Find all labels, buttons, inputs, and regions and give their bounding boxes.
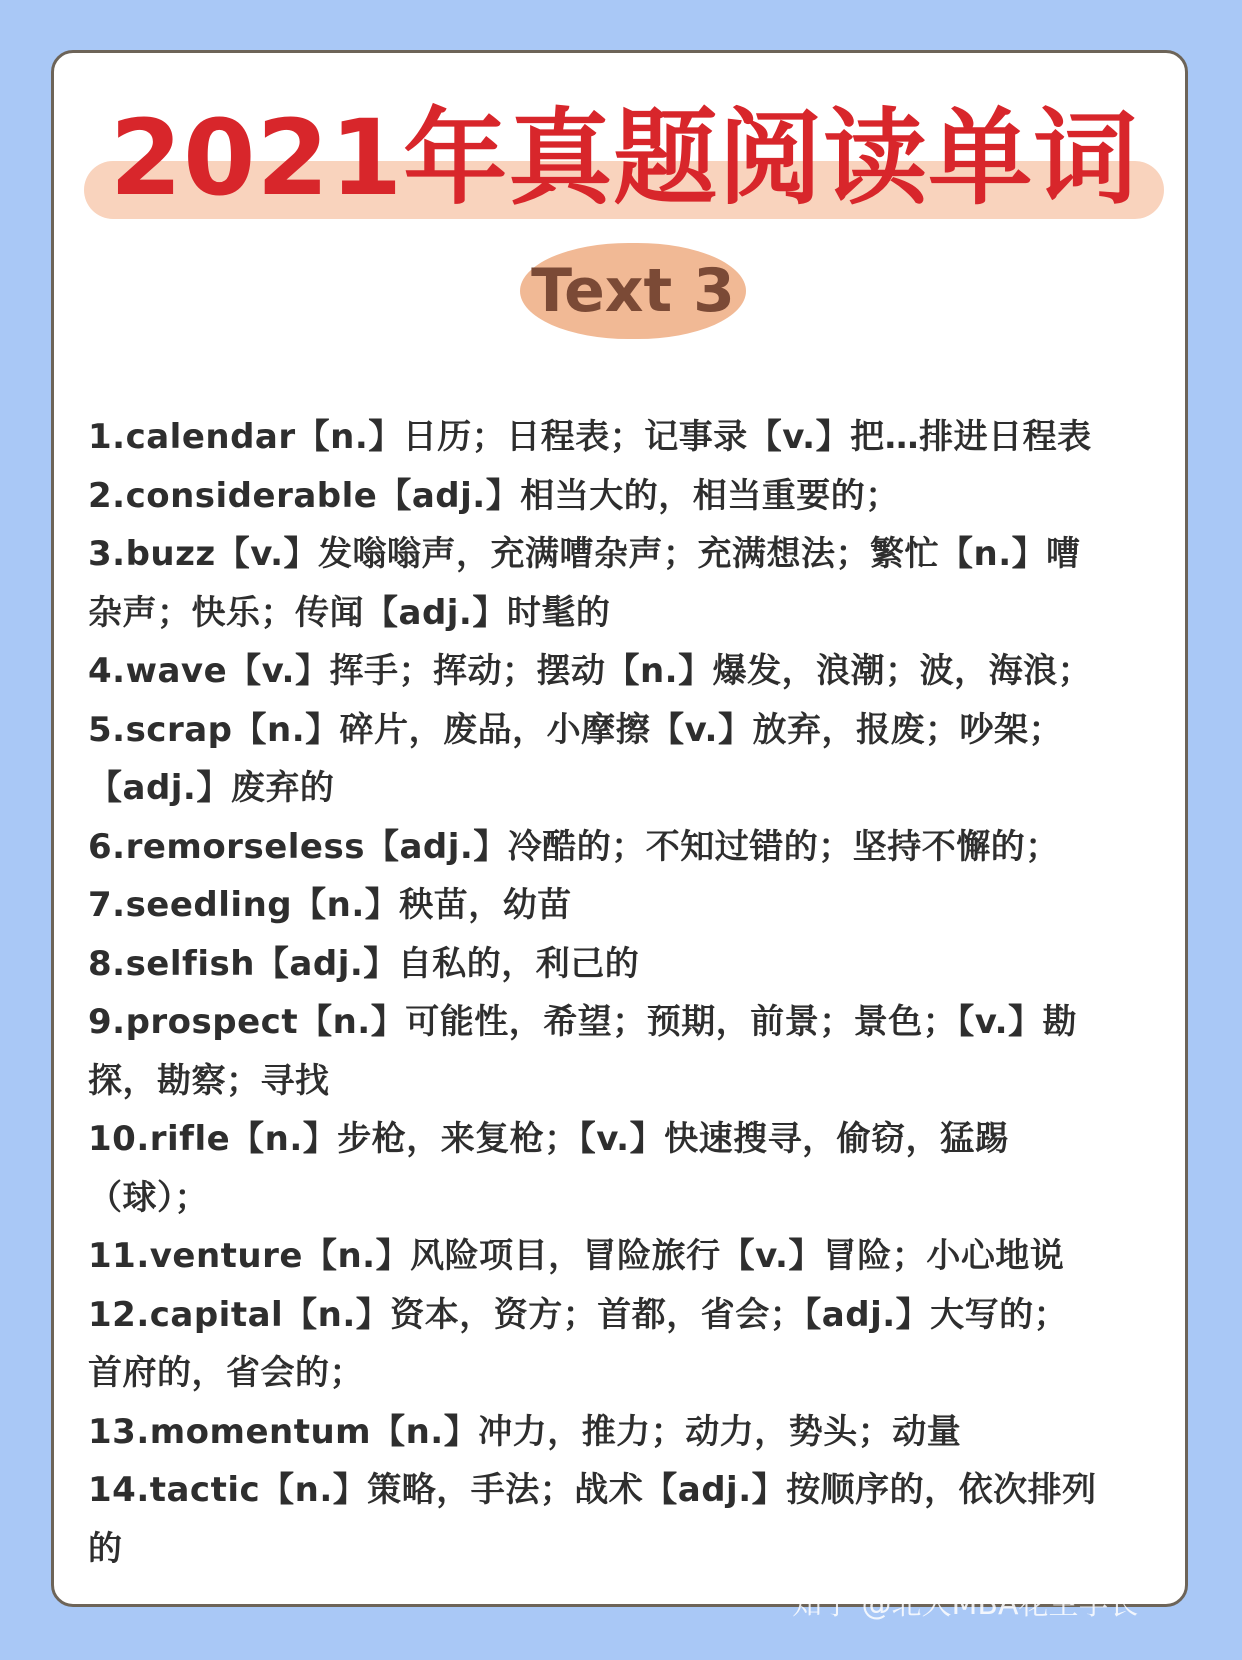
- word-entry: 10.rifle【n.】步枪，来复枪；【v.】快速搜寻，偷窃，猛踢 （球）；: [88, 1119, 1010, 1218]
- word-entry: 13.momentum【n.】冲力，推力；动力，势头；动量: [88, 1411, 962, 1452]
- word-entry: 12.capital【n.】资本，资方；首都，省会；【adj.】大写的； 首府的，省会的；: [88, 1294, 1069, 1393]
- word-entry: 1.calendar【n.】日历；日程表；记事录【v.】把…排进日程表: [88, 417, 1092, 457]
- title-block: [84, 83, 1164, 233]
- page-title: 2021年真题阅读单词: [109, 97, 1139, 219]
- word-entry: 8.selfish【adj.】自私的，利己的: [88, 943, 640, 984]
- vocabulary-card: [51, 50, 1188, 1607]
- word-entry: 4.wave【v.】挥手；挥动；摆动【n.】爆发，浪潮；波，海浪；: [88, 651, 1093, 691]
- word-entry: 7.seedling【n.】秧苗，幼苗: [88, 885, 572, 925]
- watermark: 知乎 @北大MBA花生学长: [792, 1587, 1139, 1622]
- word-entry: 11.venture【n.】风险项目，冒险旅行【v.】冒险；小心地说: [88, 1236, 1065, 1276]
- word-entry: 5.scrap【n.】碎片，废品，小摩擦【v.】放弃，报废；吵架； 【adj.】废弃的: [88, 709, 1063, 808]
- word-list: [88, 408, 1188, 1578]
- word-entry: 2.considerable【adj.】相当大的，相当重要的；: [88, 475, 900, 516]
- text-section-badge: Text 3: [520, 243, 746, 339]
- word-entry: 6.remorseless【adj.】冷酷的；不知过错的；坚持不懈的；: [88, 826, 1060, 867]
- word-entry: 9.prospect【n.】可能性，希望；预期，前景；景色；【v.】勘 探，勘察；寻找: [88, 1002, 1078, 1101]
- word-entry: 14.tactic【n.】策略，手法；战术【adj.】按顺序的，依次排列 的: [88, 1470, 1097, 1569]
- word-entry: 3.buzz【v.】发嗡嗡声，充满嘈杂声；充满想法；繁忙【n.】嘈 杂声；快乐；传闻【adj.】时髦的: [88, 534, 1081, 633]
